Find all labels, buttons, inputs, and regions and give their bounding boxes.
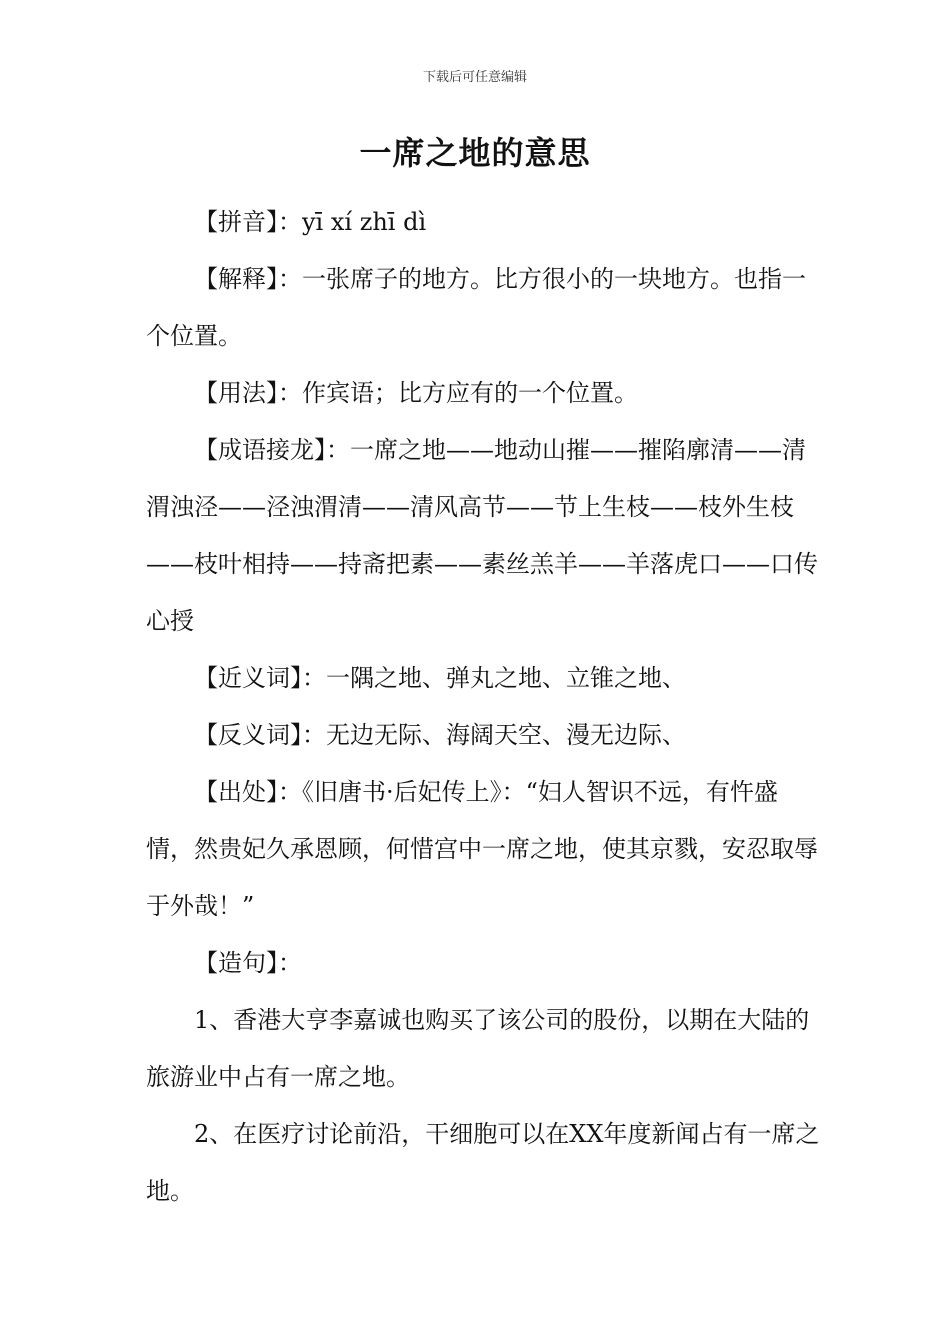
document-body [146,194,822,1220]
example-sentence-2: 2、在医疗讨论前沿，干细胞可以在XX年度新闻占有一席之地。 [146,1120,820,1205]
pinyin-paragraph: 【拼音】：yī xí zhī dì [194,208,427,236]
explanation-paragraph: 【解释】：一张席子的地方。比方很小的一块地方。也指一个位置。 [146,265,806,350]
page-title: 一席之地的意思 [359,134,591,172]
usage-paragraph: 【用法】：作宾语；比方应有的一个位置。 [194,379,638,407]
antonyms-paragraph: 【反义词】：无边无际、海阔天空、漫无边际、 [194,721,686,749]
example-heading: 【造句】： [194,949,302,977]
header-note: 下载后可任意编辑 [422,70,527,85]
idiom-chain-paragraph: 【成语接龙】：一席之地——地动山摧——摧陷廓清——清渭浊泾——泾浊渭清——清风高节——节上生枝——枝外生枝——枝叶相持——持斋把素——素丝羔羊——羊落虎口——口传心授 [146,436,818,635]
source-paragraph: 【出处】：《旧唐书·后妃传上》：“妇人智识不远，有忤盛情，然贵妃久承恩顾，何惜宫中一席之地，使其京戮，安忍取辱于外哉！” [146,778,818,920]
synonyms-paragraph: 【近义词】：一隅之地、弹丸之地、立锥之地、 [194,664,686,692]
example-sentence-1: 1、香港大亨李嘉诚也购买了该公司的股份，以期在大陆的旅游业中占有一席之地。 [146,1006,810,1091]
